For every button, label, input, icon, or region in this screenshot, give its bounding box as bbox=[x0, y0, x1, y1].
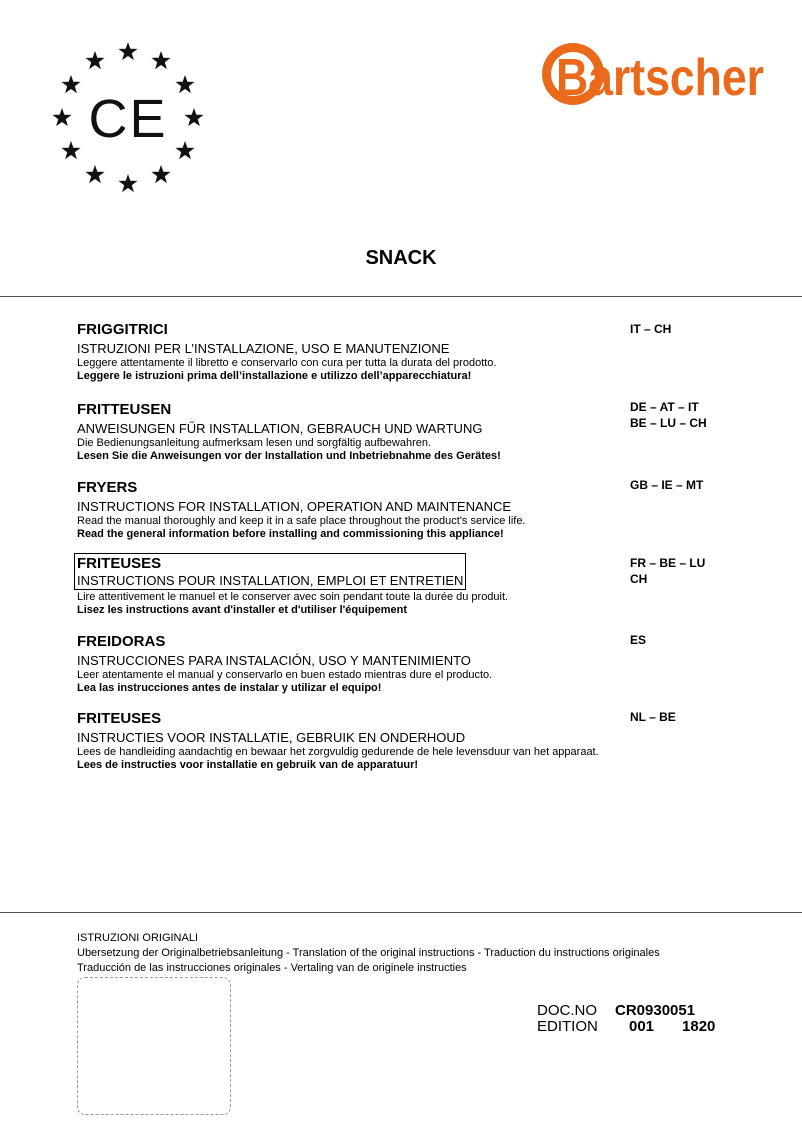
section-note: Lees de handleiding aandachtig en bewaar het zorgvuldig gedurende de hele levensduur van het apparaat. bbox=[77, 746, 599, 758]
country-codes: BE – LU – CH bbox=[630, 416, 707, 430]
brand-name-text: Bartscher bbox=[556, 49, 764, 107]
country-codes: GB – IE – MT bbox=[630, 478, 704, 492]
footer-translations bbox=[77, 931, 757, 976]
section-note: Read the manual thoroughly and keep it in a safe place throughout the product's service life. bbox=[77, 515, 526, 527]
bartscher-logo bbox=[540, 38, 770, 110]
section-spanish bbox=[77, 633, 607, 695]
edition-label: EDITION bbox=[537, 1018, 598, 1035]
countries-italian bbox=[630, 321, 760, 337]
doc-number-label: DOC.NO bbox=[537, 1002, 597, 1019]
section-french bbox=[77, 553, 607, 617]
country-codes: CH bbox=[630, 572, 648, 586]
ce-mark-text: CE bbox=[88, 89, 168, 149]
section-note: Leggere attentamente il libretto e conservarlo con cura per tutta la durata del prodotto. bbox=[77, 357, 497, 369]
section-italian bbox=[77, 321, 607, 383]
divider-top bbox=[0, 296, 802, 297]
section-subtitle: INSTRUCTIONS POUR INSTALLATION, EMPLOI ET ENTRETIEN bbox=[77, 573, 464, 588]
section-heading: FRYERS bbox=[77, 479, 138, 496]
divider-bottom bbox=[0, 912, 802, 913]
section-english bbox=[77, 479, 607, 541]
translations-line: Traducción de las instrucciones originales - Vertaling van de originele instructies bbox=[77, 962, 467, 974]
section-note: Lire attentivement le manuel et le conserver avec soin pendant toute la durée du produit. bbox=[77, 591, 509, 603]
ce-mark-logo bbox=[50, 40, 206, 196]
countries-german bbox=[630, 399, 760, 431]
country-codes: DE – AT – IT bbox=[630, 400, 699, 414]
section-heading: FRITEUSES bbox=[77, 710, 162, 727]
doc-number-row bbox=[537, 1003, 715, 1019]
section-subtitle: INSTRUCTIONS FOR INSTALLATION, OPERATION AND MAINTENANCE bbox=[77, 499, 512, 514]
section-heading: FRITEUSES bbox=[77, 555, 162, 572]
section-subtitle: ANWEISUNGEN FŰR INSTALLATION, GEBRAUCH UND WARTUNG bbox=[77, 421, 483, 436]
document-info bbox=[537, 1003, 715, 1035]
countries-french bbox=[630, 555, 760, 587]
countries-dutch bbox=[630, 709, 760, 725]
edition-code: 1820 bbox=[682, 1018, 716, 1035]
section-note: Leer atentamente el manual y conservarlo en buen estado mientras dure el producto. bbox=[77, 669, 493, 681]
edition-number: 001 bbox=[629, 1018, 655, 1035]
section-subtitle: ISTRUZIONI PER L’INSTALLAZIONE, USO E MANUTENZIONE bbox=[77, 341, 450, 356]
section-heading: FREIDORAS bbox=[77, 633, 166, 650]
translations-line: Ubersetzung der Originalbetriebsanleitung - Translation of the original instructions - Traduction du instructions originales bbox=[77, 947, 660, 959]
countries-english bbox=[630, 477, 760, 493]
section-note-bold: Read the general information before installing and commissioning this appliance! bbox=[77, 528, 504, 540]
section-heading: FRIGGITRICI bbox=[77, 321, 168, 338]
section-heading: FRITTEUSEN bbox=[77, 401, 172, 418]
section-note-bold: Leggere le istruzioni prima dell’installazione e utilizzo dell’apparecchiatura! bbox=[77, 370, 472, 382]
section-note-bold: Lees de instructies voor installatie en gebruik van de apparatuur! bbox=[77, 759, 419, 771]
original-instructions-label: ISTRUZIONI ORIGINALI bbox=[77, 932, 199, 944]
section-german bbox=[77, 401, 607, 463]
country-codes: FR – BE – LU bbox=[630, 556, 706, 570]
country-codes: IT – CH bbox=[630, 322, 672, 336]
section-subtitle: INSTRUCTIES VOOR INSTALLATIE, GEBRUIK EN ONDERHOUD bbox=[77, 730, 466, 745]
doc-number-value: CR0930051 bbox=[615, 1002, 696, 1019]
document-title: SNACK bbox=[365, 247, 437, 269]
country-codes: NL – BE bbox=[630, 710, 676, 724]
highlight-box bbox=[74, 553, 466, 590]
edition-row bbox=[537, 1019, 715, 1035]
section-note-bold: Lea las instrucciones antes de instalar y utilizar el equipo! bbox=[77, 682, 382, 694]
section-note: Die Bedienungsanleitung aufmerksam lesen und sorgfältig aufbewahren. bbox=[77, 437, 432, 449]
country-codes: ES bbox=[630, 633, 647, 647]
section-dutch bbox=[77, 710, 607, 772]
section-subtitle: INSTRUCCIONES PARA INSTALACIÓN, USO Y MANTENIMIENTO bbox=[77, 653, 471, 668]
section-note-bold: Lisez les instructions avant d'installer et d'utiliser l'équipement bbox=[77, 604, 407, 616]
countries-spanish bbox=[630, 632, 760, 648]
stamp-placeholder-box bbox=[77, 977, 231, 1115]
section-note-bold: Lesen Sie die Anweisungen vor der Installation und Inbetriebnahme des Gerätes! bbox=[77, 450, 501, 462]
